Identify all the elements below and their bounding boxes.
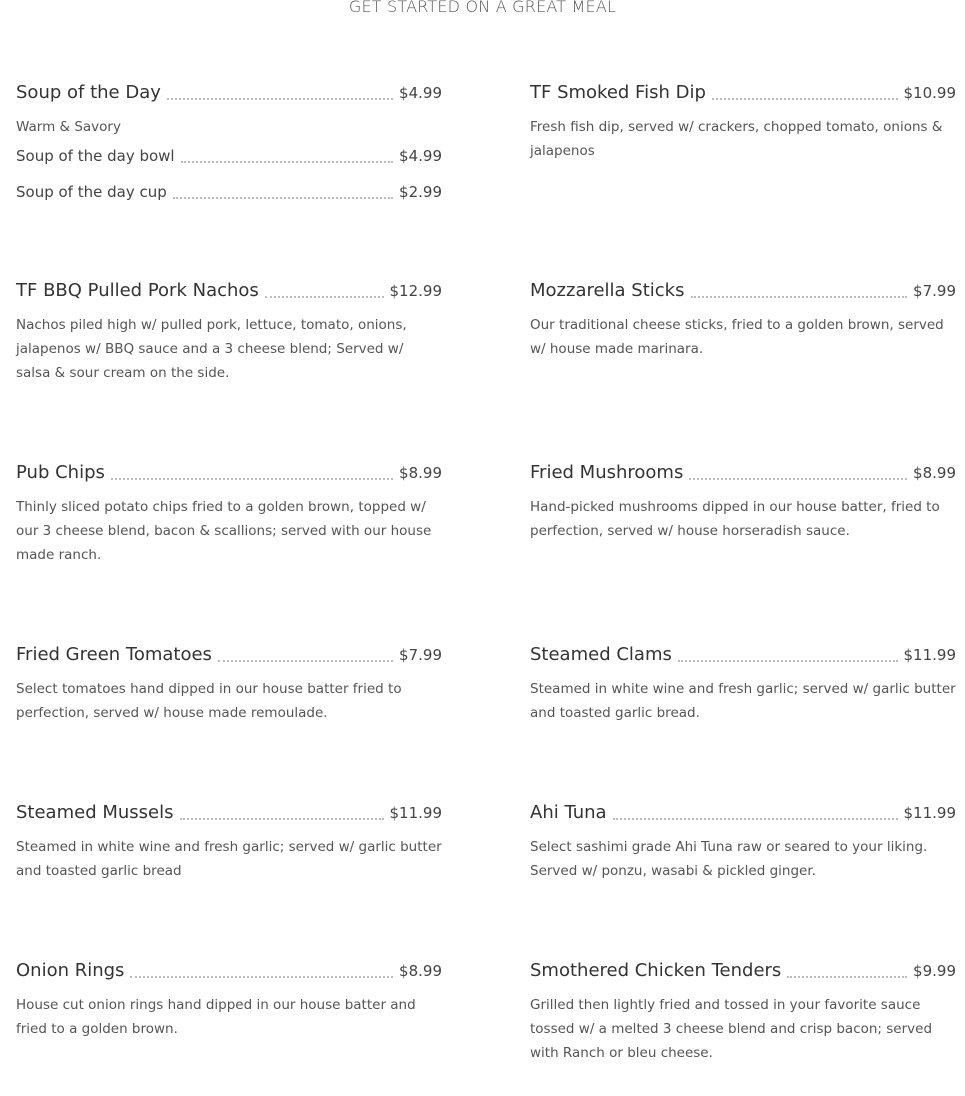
item-name: Steamed Clams: [530, 644, 672, 665]
menu-item-onion-rings: [16, 960, 442, 1041]
item-price: $12.99: [389, 282, 442, 300]
item-price: $11.99: [389, 804, 442, 822]
sub-item-price: $4.99: [399, 147, 442, 165]
item-price: $10.99: [903, 84, 956, 102]
item-description: Fresh fish dip, served w/ crackers, chopped tomato, onions & jalapenos: [530, 119, 943, 159]
item-price: $8.99: [913, 464, 956, 482]
page-heading: GET STARTED ON A GREAT MEAL: [348, 0, 617, 16]
item-price: $8.99: [399, 464, 442, 482]
sub-item-price: $2.99: [399, 183, 442, 201]
menu-item-fried-mushrooms: [530, 462, 956, 543]
dotted-leader: [180, 817, 384, 820]
item-description: Thinly sliced potato chips fried to a golden brown, topped w/ our 3 cheese blend, bacon & scallions; served with our house made ranch.: [16, 499, 432, 563]
dotted-leader: [689, 477, 907, 480]
item-name: Fried Green Tomatoes: [16, 644, 212, 665]
dotted-leader: [787, 975, 907, 978]
item-name: TF BBQ Pulled Pork Nachos: [16, 280, 259, 301]
dotted-leader: [167, 97, 393, 100]
dotted-leader: [218, 659, 393, 662]
item-description: Hand-picked mushrooms dipped in our house batter, fried to perfection, served w/ house horseradish sauce.: [530, 499, 940, 539]
item-description: Nachos piled high w/ pulled pork, lettuce, tomato, onions, jalapenos w/ BBQ sauce and a 3 cheese blend; Served w/ salsa & sour cream on the side.: [16, 317, 407, 381]
item-description: Select sashimi grade Ahi Tuna raw or seared to your liking. Served w/ ponzu, wasabi & pickled ginger.: [530, 839, 928, 879]
item-name: Steamed Mussels: [16, 802, 174, 823]
dotted-leader: [111, 477, 393, 480]
menu-item-soup-of-the-day: [16, 82, 442, 201]
sub-item-name: Soup of the day cup: [16, 183, 167, 201]
item-price: $4.99: [399, 84, 442, 102]
item-description: Select tomatoes hand dipped in our house batter fried to perfection, served w/ house made remoulade.: [16, 681, 402, 721]
item-price: $8.99: [399, 962, 442, 980]
item-name: Smothered Chicken Tenders: [530, 960, 782, 981]
item-name: Fried Mushrooms: [530, 462, 684, 483]
item-description: Warm & Savory: [16, 119, 121, 135]
dotted-leader: [712, 97, 898, 100]
menu-item-bbq-nachos: [16, 280, 442, 385]
item-description: Steamed in white wine and fresh garlic; served w/ garlic butter and toasted garlic bread.: [530, 681, 956, 721]
item-description: Steamed in white wine and fresh garlic; served w/ garlic butter and toasted garlic bread: [16, 839, 442, 879]
dotted-leader: [181, 160, 393, 163]
dotted-leader: [691, 295, 908, 298]
item-price: $9.99: [913, 962, 956, 980]
item-price: $7.99: [399, 646, 442, 664]
item-price: $11.99: [903, 646, 956, 664]
dotted-leader: [173, 196, 393, 199]
menu-item-mozzarella-sticks: [530, 280, 956, 361]
menu-item-ahi-tuna: [530, 802, 956, 883]
menu-item-pub-chips: [16, 462, 442, 567]
menu-item-smothered-chicken-tenders: [530, 960, 956, 1065]
item-name: TF Smoked Fish Dip: [530, 82, 706, 103]
item-name: Pub Chips: [16, 462, 105, 483]
menu-item-steamed-clams: [530, 644, 956, 725]
dotted-leader: [678, 659, 898, 662]
item-price: $11.99: [903, 804, 956, 822]
sub-item-cup: [16, 183, 442, 201]
menu-item-smoked-fish-dip: [530, 82, 956, 163]
menu-item-steamed-mussels: [16, 802, 442, 883]
item-name: Ahi Tuna: [530, 802, 607, 823]
item-price: $7.99: [913, 282, 956, 300]
item-name: Mozzarella Sticks: [530, 280, 685, 301]
item-name: Onion Rings: [16, 960, 125, 981]
dotted-leader: [265, 295, 384, 298]
item-description: House cut onion rings hand dipped in our house batter and fried to a golden brown.: [16, 997, 416, 1037]
item-name: Soup of the Day: [16, 82, 161, 103]
dotted-leader: [130, 975, 393, 978]
sub-item-bowl: [16, 147, 442, 165]
item-description: Grilled then lightly fried and tossed in your favorite sauce tossed w/ a melted 3 cheese blend and crisp bacon; served with Ranch or bleu cheese.: [530, 997, 933, 1061]
menu-item-fried-green-tomatoes: [16, 644, 442, 725]
sub-item-name: Soup of the day bowl: [16, 147, 175, 165]
dotted-leader: [613, 817, 898, 820]
item-description: Our traditional cheese sticks, fried to a golden brown, served w/ house made marinara.: [530, 317, 944, 357]
